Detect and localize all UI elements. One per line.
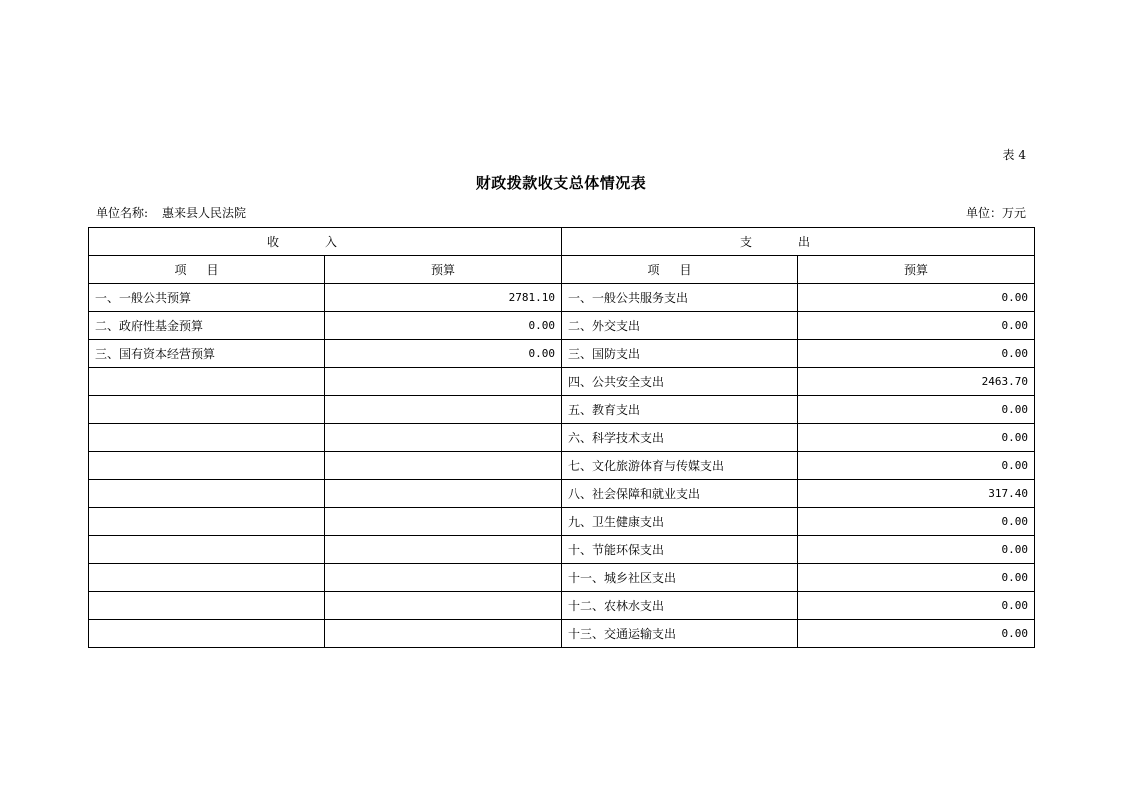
income-item-cell	[89, 508, 325, 536]
income-item-cell: 一、一般公共预算	[89, 284, 325, 312]
expense-header-text: 支出	[740, 235, 857, 249]
income-item-cell	[89, 368, 325, 396]
expense-budget-cell: 0.00	[798, 620, 1035, 648]
expense-budget-column-header: 预算	[798, 256, 1035, 284]
column-header-row	[89, 256, 1035, 284]
expense-budget-cell: 0.00	[798, 564, 1035, 592]
income-budget-cell	[325, 536, 562, 564]
income-item-cell	[89, 480, 325, 508]
table-row	[89, 592, 1035, 620]
expense-item-column-header: 项目	[562, 256, 798, 284]
expense-section-header	[562, 228, 1035, 256]
expense-item-cell: 五、教育支出	[562, 396, 798, 424]
income-item-cell	[89, 620, 325, 648]
table-row	[89, 564, 1035, 592]
income-item-cell	[89, 424, 325, 452]
income-budget-cell	[325, 592, 562, 620]
income-budget-cell	[325, 564, 562, 592]
income-item-cell	[89, 592, 325, 620]
table-number: 表 4	[1002, 148, 1026, 162]
table-row	[89, 424, 1035, 452]
expense-item-cell: 二、外交支出	[562, 312, 798, 340]
expense-budget-cell: 0.00	[798, 340, 1035, 368]
page-title: 财政拨款收支总体情况表	[475, 174, 647, 192]
expense-item-cell: 六、科学技术支出	[562, 424, 798, 452]
unit-row	[96, 204, 1026, 222]
income-item-cell	[89, 536, 325, 564]
expense-budget-cell: 0.00	[798, 424, 1035, 452]
expense-item-cell: 十一、城乡社区支出	[562, 564, 798, 592]
income-budget-cell	[325, 508, 562, 536]
expense-budget-cell: 2463.70	[798, 368, 1035, 396]
table-row	[89, 536, 1035, 564]
income-header-text: 收入	[267, 235, 384, 249]
expense-budget-cell: 0.00	[798, 452, 1035, 480]
income-budget-cell	[325, 396, 562, 424]
table-row	[89, 452, 1035, 480]
expense-budget-cell: 0.00	[798, 396, 1035, 424]
table-body	[89, 284, 1035, 648]
income-item-cell: 二、政府性基金预算	[89, 312, 325, 340]
expense-item-cell: 七、文化旅游体育与传媒支出	[562, 452, 798, 480]
expense-budget-cell: 0.00	[798, 592, 1035, 620]
income-item-column-header: 项目	[89, 256, 325, 284]
expense-item-cell: 四、公共安全支出	[562, 368, 798, 396]
income-budget-cell	[325, 480, 562, 508]
expense-budget-cell: 0.00	[798, 536, 1035, 564]
expense-item-cell: 三、国防支出	[562, 340, 798, 368]
income-budget-cell: 2781.10	[325, 284, 562, 312]
income-section-header	[89, 228, 562, 256]
income-budget-cell	[325, 424, 562, 452]
unit-label: 单位：万元	[965, 206, 1026, 220]
expense-item-cell: 九、卫生健康支出	[562, 508, 798, 536]
budget-table	[88, 227, 1035, 648]
income-item-cell	[89, 452, 325, 480]
expense-budget-cell: 0.00	[798, 508, 1035, 536]
table-row	[89, 284, 1035, 312]
expense-item-cell: 十三、交通运输支出	[562, 620, 798, 648]
expense-budget-cell: 0.00	[798, 312, 1035, 340]
org-label: 单位名称:	[96, 206, 149, 220]
income-budget-cell	[325, 452, 562, 480]
table-row	[89, 312, 1035, 340]
expense-budget-cell: 0.00	[798, 284, 1035, 312]
table-row	[89, 480, 1035, 508]
table-row	[89, 340, 1035, 368]
table-row	[89, 368, 1035, 396]
expense-item-cell: 一、一般公共服务支出	[562, 284, 798, 312]
income-budget-cell	[325, 368, 562, 396]
expense-item-cell: 十二、农林水支出	[562, 592, 798, 620]
income-item-cell: 三、国有资本经营预算	[89, 340, 325, 368]
table-row	[89, 396, 1035, 424]
income-budget-cell: 0.00	[325, 340, 562, 368]
income-budget-cell	[325, 620, 562, 648]
organization	[96, 204, 246, 221]
section-header-row	[89, 228, 1035, 256]
table-row	[89, 620, 1035, 648]
income-budget-cell: 0.00	[325, 312, 562, 340]
org-name: 惠来县人民法院	[162, 206, 247, 220]
expense-item-cell: 八、社会保障和就业支出	[562, 480, 798, 508]
expense-budget-cell: 317.40	[798, 480, 1035, 508]
income-budget-column-header: 预算	[325, 256, 562, 284]
expense-item-cell: 十、节能环保支出	[562, 536, 798, 564]
income-item-cell	[89, 564, 325, 592]
table-row	[89, 508, 1035, 536]
income-item-cell	[89, 396, 325, 424]
